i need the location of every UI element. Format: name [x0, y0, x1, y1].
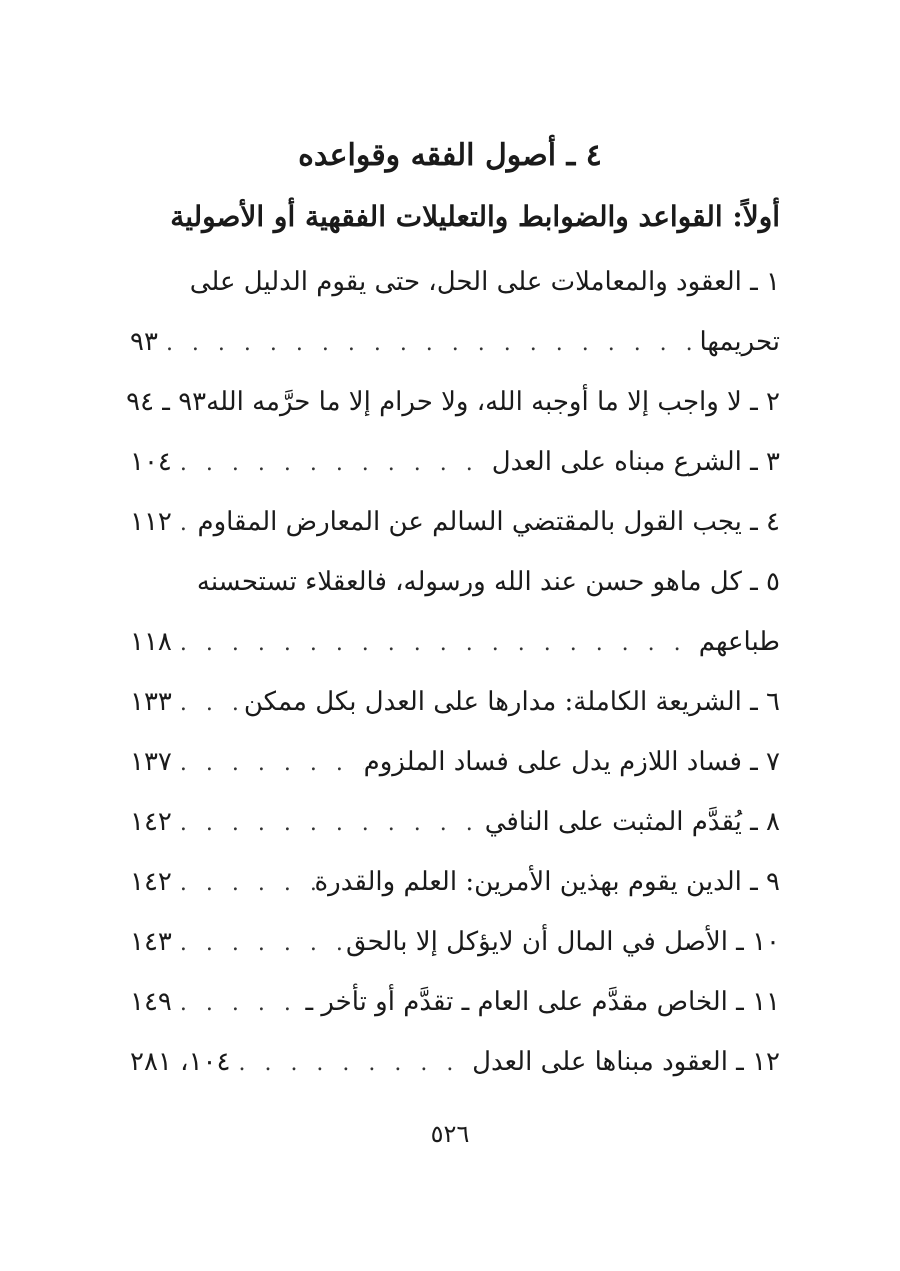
- index-entry: [130, 552, 780, 612]
- section-heading: ٤ ـ أصول الفقه وقواعده: [298, 138, 602, 173]
- index-entry: [130, 792, 780, 852]
- index-entry: [130, 852, 780, 912]
- index-entry: [130, 732, 780, 792]
- entry-page: ١٠٤: [130, 447, 172, 477]
- dot-leader: [230, 1034, 472, 1094]
- entry-text: ٥ ـ كل ماهو حسن عند الله ورسوله، فالعقلاء تستحسنه: [196, 567, 780, 597]
- entry-text: ٩ ـ الدين يقوم بهذين الأمرين: العلم والقدرة: [314, 867, 780, 897]
- index-entry: [130, 672, 780, 732]
- entry-page: ٩٣ ـ ٩٤: [126, 387, 207, 417]
- entry-page: ١٣٣: [130, 687, 172, 717]
- entry-page: ١٤٢: [130, 867, 172, 897]
- entry-text: ٦ ـ الشريعة الكاملة: مدارها على العدل بكل ممكن: [243, 687, 780, 717]
- entry-text: ٤ ـ يجب القول بالمقتضي السالم عن المعارض المقاوم: [197, 507, 780, 537]
- dot-leader: [172, 434, 492, 494]
- entry-page: ١٣٧: [130, 747, 172, 777]
- dot-leader: [172, 734, 364, 794]
- index-entry: [130, 432, 780, 492]
- index-entry: [130, 612, 780, 672]
- entry-text: ١١ ـ الخاص مقدَّم على العام ـ تقدَّم أو تأخر ـ: [305, 987, 780, 1017]
- index-entry: [130, 972, 780, 1032]
- subsection-heading: أولاً: القواعد والضوابط والتعليلات الفقهية أو الأصولية: [170, 200, 780, 233]
- index-entry: [130, 1032, 780, 1092]
- index-entry: [130, 492, 780, 552]
- index-entries: [126, 252, 780, 1092]
- entry-page: ١٤٢: [130, 807, 172, 837]
- entry-text: طباعهم: [698, 627, 780, 657]
- dot-leader: [172, 494, 198, 554]
- index-entry: [126, 372, 780, 432]
- entry-page: ١٤٣: [130, 927, 172, 957]
- entry-page: ١١٨: [130, 627, 172, 657]
- index-entry: [130, 912, 780, 972]
- dot-leader: [172, 974, 306, 1034]
- entry-text: ١٠ ـ الأصل في المال أن لايؤكل إلا بالحق: [345, 927, 780, 957]
- dot-leader: [172, 614, 699, 674]
- dot-leader: [172, 914, 346, 974]
- entry-text: ٣ ـ الشرع مبناه على العدل: [491, 447, 780, 477]
- dot-leader: [158, 314, 700, 374]
- index-entry: [130, 252, 780, 312]
- page-number: ٥٢٦: [430, 1120, 470, 1148]
- entry-text: ١ ـ العقود والمعاملات على الحل، حتى يقوم الدليل على: [189, 267, 780, 297]
- dot-leader: [172, 854, 315, 914]
- entry-text: تحريمها: [699, 327, 780, 357]
- entry-page: ١٤٩: [130, 987, 172, 1017]
- dot-leader: [172, 674, 244, 734]
- entry-text: ٨ ـ يُقدَّم المثبت على النافي: [484, 807, 780, 837]
- entry-text: ٢ ـ لا واجب إلا ما أوجبه الله، ولا حرام إلا ما حرَّمه الله: [206, 387, 780, 417]
- entry-page: ١١٢: [130, 507, 172, 537]
- entry-text: ٧ ـ فساد اللازم يدل على فساد الملزوم: [363, 747, 780, 777]
- dot-leader: [172, 794, 485, 854]
- index-entry: [130, 312, 780, 372]
- entry-page: ٩٣: [130, 327, 158, 357]
- entry-text: ١٢ ـ العقود مبناها على العدل: [472, 1047, 780, 1077]
- entry-page: ١٠٤، ٢٨١: [130, 1047, 231, 1077]
